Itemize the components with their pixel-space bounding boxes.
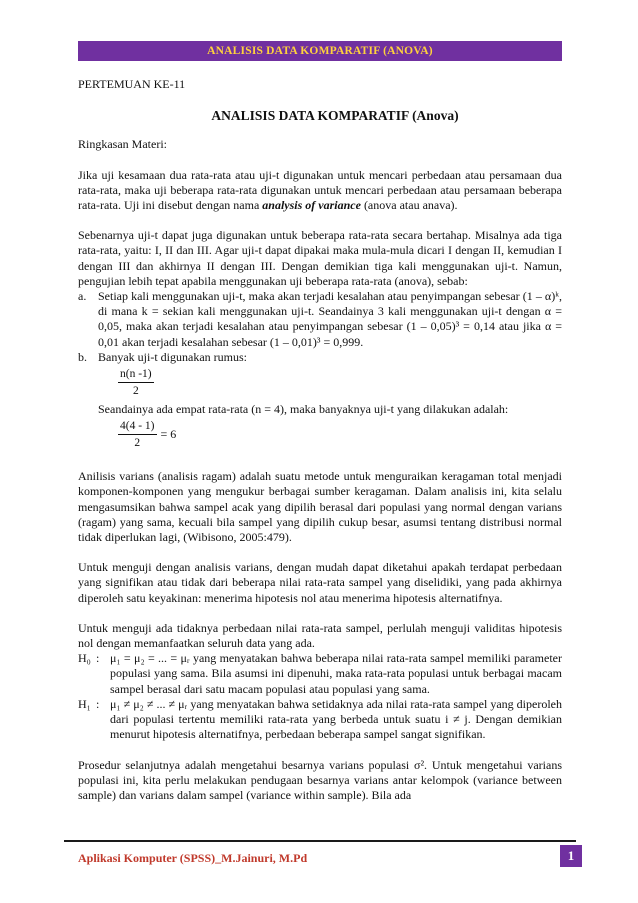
list-marker-a: a. [78,289,87,304]
h0-label: H₀ [78,651,91,666]
list-item-b [78,350,562,454]
page-number: 1 [560,845,582,867]
paragraph-procedure: Prosedur selanjutnya adalah mengetahui besarnya varians populasi σ². Untuk mengetahui varians populasi ini, kita perlu melakukan pendugaan besarnya varians antar kelompok (variance between sample) dan varians dalam sampel (variance within sample). Bila ada [78,757,562,802]
list-item-a [78,289,562,350]
list-text-b [98,350,562,454]
footer-divider [64,840,576,842]
list-text-a: Setiap kali menggunakan uji-t, maka akan terjadi kesalahan atau penyimpangan sebesar (1 – α)ᵏ, di mana k = sekian kali menggunakan uji-t. Seandainya 3 kali menggunakan uji-t dengan α = 0,05, maka akan terjadi kesalahan atau penyimpangan sebesar (1 – 0,05)³ = 0,14 atau jika α = 0,01 akan terjadi kesalahan sebesar (1 – 0,01)³ = 0,999. [98,289,562,349]
paragraph-variance: Anilisis varians (analisis ragam) adalah suatu metode untuk menguraikan keragaman total menjadi komponen-komponen yang mengukur berbagai sumber keragaman. Dalam analisis ini, kita selalu mengasumsikan bahwa sampel acak yang dipilih berasal dari populasi yang normal dengan varians (ragam) yang sama, kecuali bila sampel yang dipilih cukup besar, asumsi tentang distribusi normal tidak diperlukan lagi, (Wibisono, 2005:479). [78,469,562,545]
hypothesis-null [78,651,562,697]
paragraph-testing: Untuk menguji dengan analisis varians, dengan mudah dapat diketahui apakah terdapat perbedaan yang signifikan atau tidak dari beberapa nilai rata-rata sampel yang diselidiki, yang pada akhirnya diperoleh satu keyakinan: menerima hipotesis nol atau menerima hipotesis alternatifnya. [78,560,562,605]
fraction-2-numerator: 4(4 - 1) [118,419,157,435]
paragraph-intro [78,168,562,214]
footer-author: Aplikasi Komputer (SPSS)_M.Jainuri, M.Pd [78,851,308,865]
paragraph-ttest: Sebenarnya uji-t dapat juga digunakan untuk beberapa rata-rata secara bertahap. Misalnya ada tiga rata-rata, yaitu: I, II dan III. Agar uji-t dapat dipakai maka mula-mula dicari I dengan II, kemudian I dengan III dan akhirnya II dengan III. Dengan demikian tiga kali menggunakan uji-t. Namun, pengujian lebih tepat apabila menggunakan uji beberapa rata-rata (anova), sebab: [78,228,562,288]
meeting-label: PERTEMUAN KE-11 [78,77,186,91]
hypothesis-alternative [78,697,562,743]
fraction-2-denominator: 2 [134,437,141,450]
fraction-1-denominator: 2 [132,385,139,398]
formula-2-result: = 6 [160,427,177,442]
h0-text: μ₁ = μ₂ = ... = μᵣ yang menyatakan bahwa beberapa nilai rata-rata sampel memiliki parameter populasi yang sama. Bila asumsi ini dipenuhi, maka rata-rata populasi untuk berbagai macam sampel berasal dari satu macam populasi atau populasi yang sama. [110,651,562,696]
list-marker-b: b. [78,349,87,364]
paragraph-hypothesis: Untuk menguji ada tidaknya perbedaan nilai rata-rata sampel, perlulah menguji validitas hipotesis nol dengan memanfaatkan seluruh data yang ada. [78,620,562,651]
paragraph-intro-tail: (anova atau anava). [360,198,458,213]
h1-text: μ₁ ≠ μ₂ ≠ ... ≠ μᵣ yang menyatakan bahwa setidaknya ada nilai rata-rata sampel yang diperoleh dari populasi tertentu memiliki rata-rata yang berbeda untuk suatu i ≠ j. Dengan demikian menurut hipotesis alternatifnya, perbedaan beberapa sampel sangat signifikan. [110,696,562,742]
document-body [78,77,562,803]
fraction-1 [118,367,154,398]
h0-colon: : [96,651,100,666]
formula-ttest-count [118,367,562,398]
header-bar: ANALISIS DATA KOMPARATIF (ANOVA) [78,41,562,61]
list-text-b-example: Seandainya ada empat rata-rata (n = 4), maka banyaknya uji-t yang dilakukan adalah: [98,402,509,417]
h1-colon: : [96,696,100,711]
paragraph-intro-text: Jika uji kesamaan dua rata-rata atau uji-t digunakan untuk mencari perbedaan atau persamaan dua rata-rata, maka uji beberapa rata-rata digunakan untuk mencari perbedaan atau persamaan beberapa rata-rata. Uji ini disebut dengan nama [78,167,562,213]
anova-term: analysis of variance [262,198,361,213]
page-title: ANALISIS DATA KOMPARATIF (Anova) [211,108,459,124]
fraction-1-numerator: n(n -1) [118,367,154,383]
h1-label: H₁ [78,696,91,711]
formula-example [118,419,562,450]
summary-label: Ringkasan Materi: [78,137,167,152]
list-text-b-intro: Banyak uji-t digunakan rumus: [98,349,247,364]
fraction-2 [118,419,157,450]
